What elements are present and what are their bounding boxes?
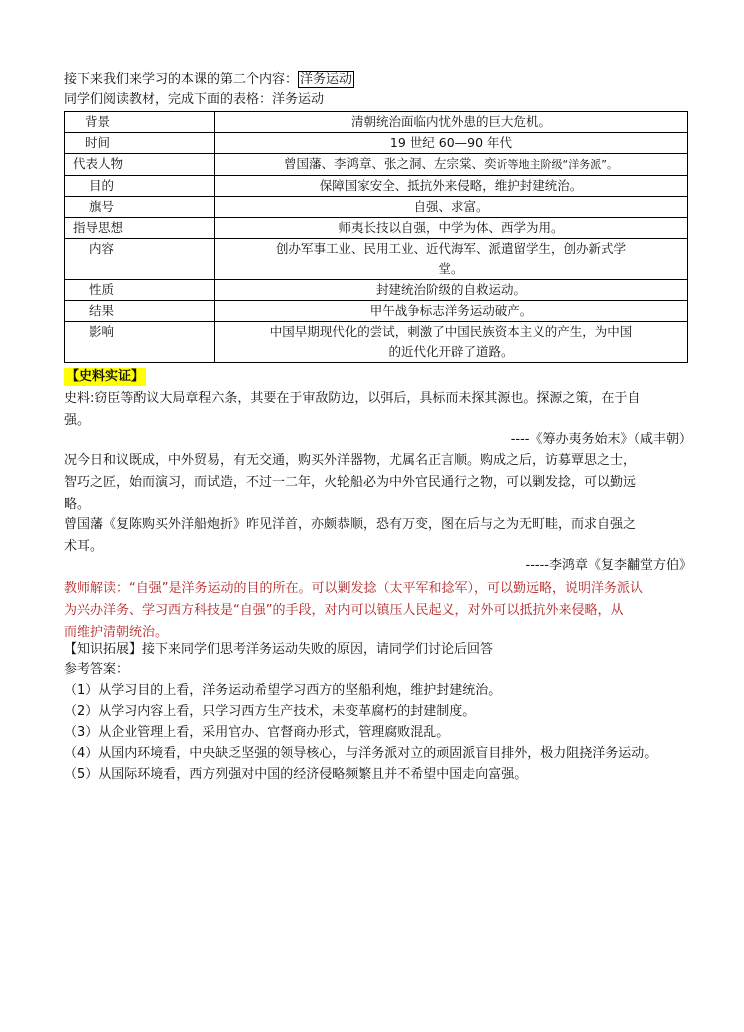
content-line: 创办军事工业、民用工业、近代海军、派遣留学生，创办新式学 bbox=[275, 241, 626, 256]
row-value bbox=[215, 154, 688, 176]
row-value: 自强、求富。 bbox=[215, 197, 688, 218]
row-label: 结果 bbox=[65, 301, 215, 322]
text-line: 略。 bbox=[64, 497, 91, 512]
source-3 bbox=[64, 514, 692, 558]
table-row bbox=[65, 218, 688, 239]
answer-label: 参考答案： bbox=[64, 662, 130, 677]
citation-2: -----李鸿章《复李黼堂方伯》 bbox=[525, 558, 692, 573]
intro-prefix: 接下来我们来学习的本课的第二个内容： bbox=[64, 72, 299, 87]
row-value bbox=[215, 322, 688, 363]
table-row bbox=[65, 154, 688, 176]
answer-item: （5）从国际环境看，西方列强对中国的经济侵略频繁且并不希望中国走向富强。 bbox=[64, 767, 528, 782]
table-row bbox=[65, 133, 688, 154]
citation-1: ----《筹办夷务始末》（咸丰朝） bbox=[510, 432, 692, 447]
text-line: 智巧之匠，始而演习，而试造，不过一二年，火轮船必为中外官民通行之物，可以剿发捻，可以勤远 bbox=[64, 475, 637, 490]
table-row bbox=[65, 112, 688, 133]
text-line: 教师解读：“自强”是洋务运动的目的所在。可以剿发捻（太平军和捻军），可以勤远略，说明洋务派认 bbox=[64, 581, 643, 596]
row-label: 影响 bbox=[65, 322, 215, 363]
answer-item: （4）从国内环境看，中央缺乏坚强的领导核心，与洋务派对立的顽固派盲目排外，极力阻挠洋务运动。 bbox=[64, 746, 658, 761]
row-label: 背景 bbox=[65, 112, 215, 133]
text-line: 况今日和议既成，中外贸易，有无交通，购买外洋器物，尤属名正言顺。购成之后，访募覃思之士， bbox=[64, 453, 637, 468]
row-value bbox=[215, 239, 688, 280]
row-value: 师夷长技以自强，中学为体、西学为用。 bbox=[215, 218, 688, 239]
table-row bbox=[65, 322, 688, 363]
table-row bbox=[65, 239, 688, 280]
row-label: 内容 bbox=[65, 239, 215, 280]
row-value: 保障国家安全、抵抗外来侵略，维护封建统治。 bbox=[215, 176, 688, 197]
row-label: 目的 bbox=[65, 176, 215, 197]
figures-text: 曾国藩、李鸿章、张之洞、左宗棠、奕 bbox=[284, 156, 497, 171]
row-value: 甲午战争标志洋务运动破产。 bbox=[215, 301, 688, 322]
text-line: 为兴办洋务、学习西方科技是“自强”的手段，对内可以镇压人民起义，对外可以抵抗外来侵略，从 bbox=[64, 603, 624, 618]
row-value: 清朝统治面临内忧外患的巨大危机。 bbox=[215, 112, 688, 133]
row-value: 封建统治阶级的自救运动。 bbox=[215, 280, 688, 301]
row-label: 代表人物 bbox=[65, 154, 215, 176]
content-line: 堂。 bbox=[438, 261, 464, 276]
source-1 bbox=[64, 388, 692, 432]
row-label: 指导思想 bbox=[65, 218, 215, 239]
impact-line: 的近代化开辟了道路。 bbox=[388, 344, 514, 359]
intro-line bbox=[64, 70, 354, 90]
answer-item: （1）从学习目的上看，洋务运动希望学习西方的坚船利炮，维护封建统治。 bbox=[64, 683, 502, 698]
figures-note: 䜣等地主阶级“洋务派”。 bbox=[496, 158, 618, 171]
answer-item: （3）从企业管理上看，采用官办、官督商办形式，管理腐败混乱。 bbox=[64, 725, 450, 740]
evidence-heading: 【史料实证】 bbox=[66, 369, 145, 384]
table-row bbox=[65, 280, 688, 301]
table-row bbox=[65, 197, 688, 218]
row-label: 旗号 bbox=[65, 197, 215, 218]
answer-item: （2）从学习内容上看，只学习西方生产技术，未变革腐朽的封建制度。 bbox=[64, 704, 476, 719]
text-line: 强。 bbox=[64, 413, 91, 428]
extension-line: 【知识拓展】接下来同学们思考洋务运动失败的原因，请同学们讨论后回答 bbox=[64, 642, 494, 657]
text-line: 术耳。 bbox=[64, 539, 104, 554]
table-row bbox=[65, 176, 688, 197]
teacher-interpretation bbox=[64, 578, 692, 644]
text-line: 而维护清朝统治。 bbox=[64, 625, 169, 640]
row-value: 19 世纪 60—90 年代 bbox=[215, 133, 688, 154]
impact-line: 中国早期现代化的尝试，刺激了中国民族资本主义的产生，为中国 bbox=[269, 324, 633, 339]
instruction-line: 同学们阅读教材，完成下面的表格：洋务运动 bbox=[64, 92, 325, 107]
summary-table bbox=[64, 111, 688, 363]
topic-box: 洋务运动 bbox=[300, 72, 353, 87]
row-label: 时间 bbox=[65, 133, 215, 154]
row-label: 性质 bbox=[65, 280, 215, 301]
source-2 bbox=[64, 450, 692, 516]
table-row bbox=[65, 301, 688, 322]
text-line: 史料:窃臣等酌议大局章程六条，其要在于审敌防边，以弭后，具标而未探其源也。探源之策，在于自 bbox=[64, 391, 641, 406]
text-line: 曾国藩《复陈购买外洋船炮折》昨见洋首，亦颇恭顺，恐有万变，图在后与之为无町畦，而求自强之 bbox=[64, 517, 637, 532]
